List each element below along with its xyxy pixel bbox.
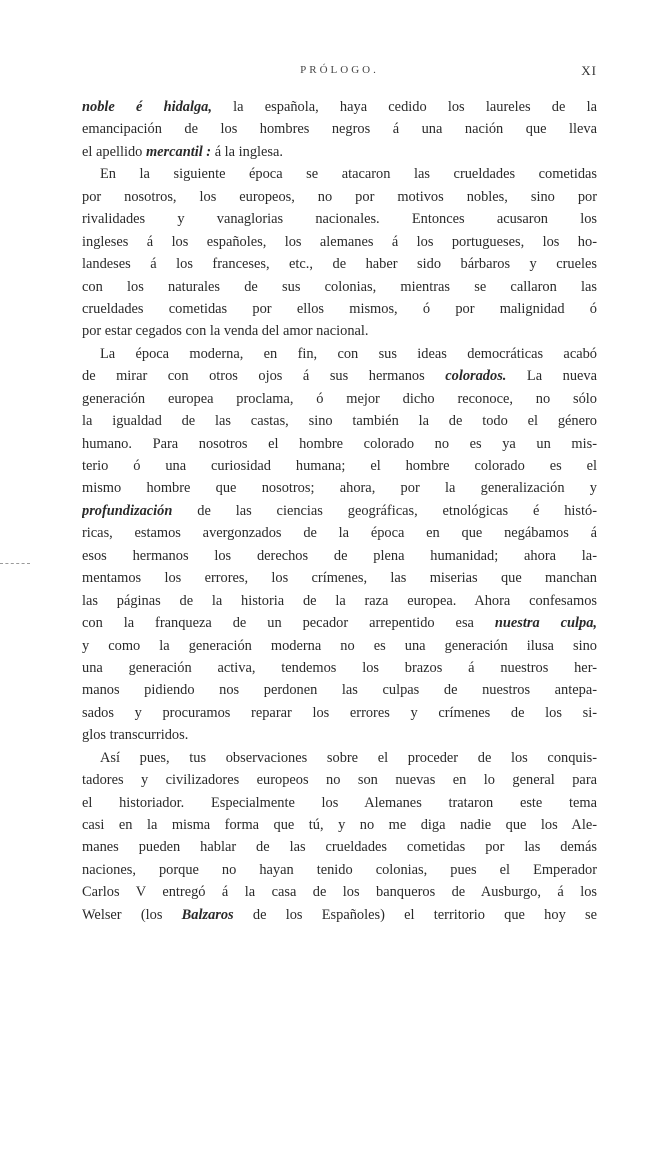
text-line <box>82 455 597 477</box>
emphasized-text: nuestra culpa, <box>494 615 597 632</box>
text-line <box>82 657 597 679</box>
text-line <box>82 769 597 791</box>
text-run: Carlos V entregó á la casa de los banqueros de Ausburgo, á los <box>82 884 597 901</box>
text-line <box>82 96 597 118</box>
text-line <box>82 747 597 769</box>
text-line <box>82 410 597 432</box>
text-line <box>82 231 597 253</box>
emphasized-text: profundización <box>82 502 173 519</box>
running-title: PRÓLOGO. <box>300 64 379 76</box>
text-run: Welser (los <box>82 906 182 923</box>
text-run: Así pues, tus observaciones sobre el proceder de los conquis- <box>100 749 597 766</box>
text-run: manes pueden hablar de las crueldades cometidas por las demás <box>82 839 597 856</box>
text-line <box>82 836 597 858</box>
text-line <box>82 792 597 814</box>
emphasized-text: noble é hidalga, <box>82 99 212 115</box>
text-run: con la franqueza de un pecador arrepentido esa <box>82 615 495 632</box>
emphasized-text: colorados. <box>445 368 507 385</box>
text-run: casi en la misma forma que tú, y no me diga nadie que los Ale- <box>82 817 597 833</box>
text-run: terio ó una curiosidad humana; el hombre colorado es el <box>82 458 597 474</box>
text-line <box>82 881 597 903</box>
text-line <box>82 904 597 926</box>
text-run: por nosotros, los europeos, no por motivos nobles, sino por <box>82 188 597 205</box>
text-run: mismo hombre que nosotros; ahora, por la generalización y <box>82 480 597 497</box>
text-line <box>82 186 597 208</box>
emphasized-text: mercantil : <box>145 143 212 160</box>
text-run: rivalidades y vanaglorias nacionales. Entonces acusaron los <box>82 211 597 228</box>
text-line <box>82 679 597 701</box>
page-header <box>82 64 597 84</box>
text-run: esos hermanos los derechos de plena humanidad; ahora la- <box>82 547 597 564</box>
text-line <box>82 320 597 342</box>
text-line <box>82 298 597 320</box>
text-line <box>82 433 597 455</box>
text-line <box>82 814 597 836</box>
text-run: sados y procuramos reparar los errores y crímenes de los si- <box>82 704 597 721</box>
text-run: el apellido <box>82 143 146 160</box>
text-line <box>82 343 597 365</box>
text-run: La nueva <box>506 368 597 385</box>
text-run: el historiador. Especialmente los Alemanes trataron este tema <box>82 794 597 811</box>
text-line <box>82 208 597 230</box>
text-run: humano. Para nosotros el hombre colorado no es ya un mis- <box>82 435 597 452</box>
text-run: crueldades cometidas por ellos mismos, ó por malignidad ó <box>82 300 597 317</box>
text-run: de mirar con otros ojos á sus hermanos <box>82 368 446 385</box>
text-run: las páginas de la historia de la raza europea. Ahora confesamos <box>82 592 597 609</box>
text-line <box>82 500 597 522</box>
text-run: tadores y civilizadores europeos no son nuevas en lo general para <box>82 772 597 789</box>
emphasized-text: Balzaros <box>181 906 234 923</box>
text-line <box>82 141 597 163</box>
text-run: La época moderna, en fin, con sus ideas democráticas acabó <box>100 345 597 362</box>
text-run: mentamos los errores, los crímenes, las miserias que manchan <box>82 570 597 587</box>
text-run: generación europea proclama, ó mejor dicho reconoce, no sólo <box>82 390 597 407</box>
text-line <box>82 477 597 499</box>
text-run: una generación activa, tendemos los brazos á nuestros her- <box>82 659 597 676</box>
text-line <box>82 545 597 567</box>
text-line <box>82 567 597 589</box>
text-line <box>82 276 597 298</box>
text-line <box>82 388 597 410</box>
text-run: ricas, estamos avergonzados de la época en que negábamos á <box>82 525 597 542</box>
text-run: manos pidiendo nos perdonen las culpas de nuestros antepa- <box>82 682 597 699</box>
text-line <box>82 612 597 634</box>
text-line <box>82 590 597 612</box>
text-run: á la inglesa. <box>211 143 284 160</box>
text-line <box>82 859 597 881</box>
text-line <box>82 522 597 544</box>
text-line <box>82 702 597 724</box>
text-run: por estar cegados con la venda del amor nacional. <box>82 323 369 340</box>
text-line <box>82 724 597 746</box>
page-number: XI <box>581 63 597 78</box>
text-run: de las ciencias geográficas, etnológicas é histó- <box>172 502 597 519</box>
text-run: glos transcurridos. <box>82 727 189 744</box>
text-run: con los naturales de sus colonias, mientras se callaron las <box>82 278 597 295</box>
margin-mark <box>0 563 30 564</box>
text-run: landeses á los franceses, etc., de haber sido bárbaros y crueles <box>82 256 597 273</box>
text-run: naciones, porque no hayan tenido colonias, pues el Emperador <box>82 861 597 878</box>
text-run: y como la generación moderna no es una generación ilusa sino <box>82 637 597 654</box>
text-run: la española, haya cedido los laureles de la <box>211 99 597 115</box>
text-line <box>82 118 597 140</box>
body-text <box>82 96 597 926</box>
text-line <box>82 163 597 185</box>
text-run: ingleses á los españoles, los alemanes á los portugueses, los ho- <box>82 233 597 250</box>
text-run: de los Españoles) el territorio que hoy se <box>233 906 597 923</box>
text-line <box>82 365 597 387</box>
text-run: la igualdad de las castas, sino también la de todo el género <box>82 413 597 430</box>
text-line <box>82 635 597 657</box>
text-line <box>82 253 597 275</box>
text-run: emancipación de los hombres negros á una nación que lleva <box>82 121 597 138</box>
text-run: En la siguiente época se atacaron las crueldades cometidas <box>100 166 597 183</box>
